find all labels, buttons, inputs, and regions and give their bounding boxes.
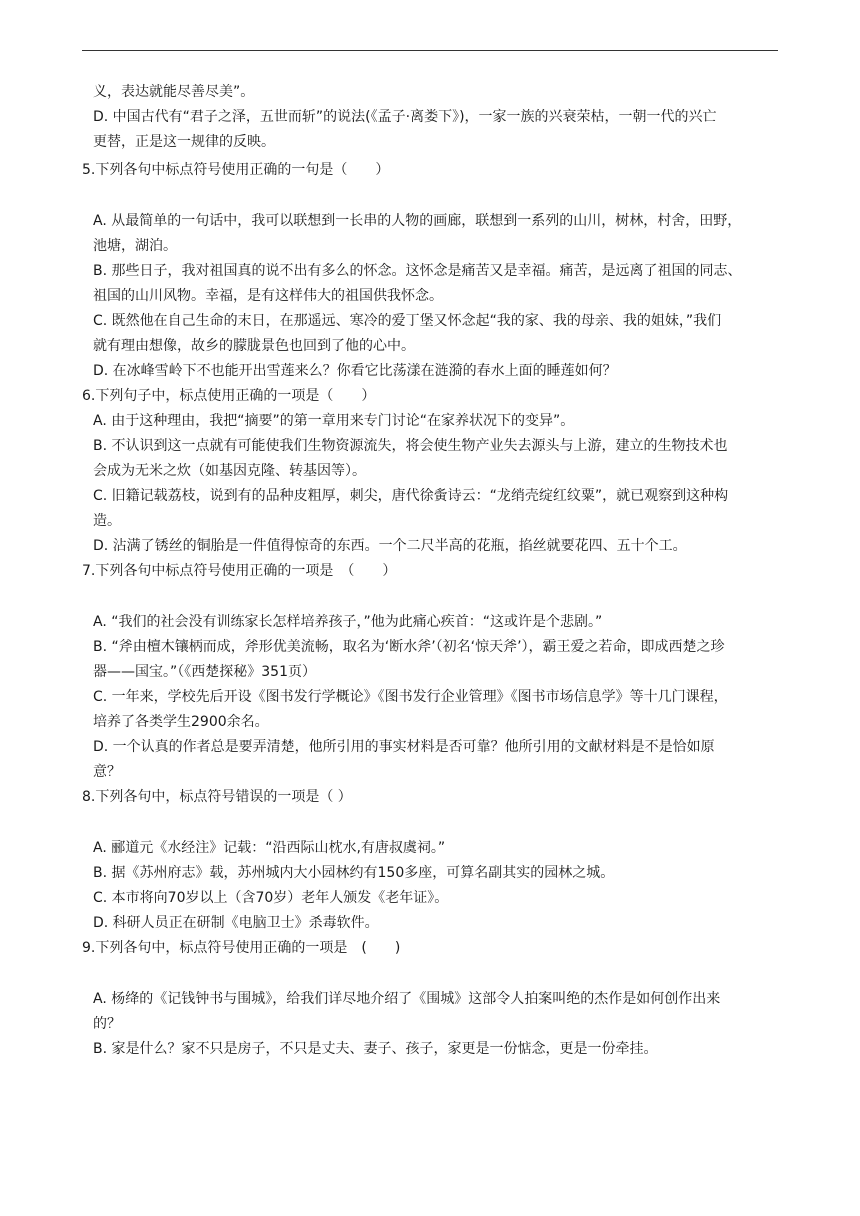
continuation-option-d-line2: 更替，正是这一规律的反映。 [93,134,275,150]
question-7-option-c: C. 一年来，学校先后开设《图书发行学概论》《图书发行企业管理》《图书市场信息学》等十几门课程， [93,689,728,705]
question-6-option-b-cont: 会成为无米之炊（如基因克隆、转基因等）。 [93,463,366,479]
question-6-option-a: A. 由于这种理由，我把“摘要”的第一章用来专门讨论“在家养状况下的变异”。 [93,413,575,429]
question-6-option-c: C. 旧籍记载荔枝，说到有的品种皮粗厚，刺尖，唐代徐夤诗云：“龙绡壳绽红纹粟”，就已观察到这种构 [93,488,729,504]
question-7-option-b: B. “斧由檀木镶柄而成，斧形优美流畅，取名为‘断水斧’（初名‘惊天斧’），霸王爱之若命，即成西楚之珍 [93,639,725,655]
question-5-option-a: A. 从最简单的一句话中，我可以联想到一长串的人物的画廊，联想到一系列的山川，树林，村舍，田野， [93,213,742,229]
question-7-option-d-cont: 意？ [93,764,121,780]
spacer [82,584,782,610]
question-8-option-b: B. 据《苏州府志》载，苏州城内大小园林约有150多座，可算名副其实的园林之城。 [93,865,615,881]
question-9-option-a: A. 杨绛的《记钱钟书与围城》，给我们详尽地介绍了《围城》这部令人拍案叫绝的杰作是如何创作出来 [93,991,721,1007]
question-9-option-b: B. 家是什么？家不只是房子，不只是丈夫、妻子、孩子，家更是一份惦念，更是一份牵挂。 [93,1041,658,1057]
question-7-option-b-cont: 器——国宝。”（《西楚探秘》351页） [93,664,316,680]
question-5-option-c: C. 既然他在自己生命的末日，在那遥远、寒冷的爱丁堡又怀念起“我的家、我的母亲、我的姐妹，”我们 [93,313,722,329]
question-5-stem: 5.下列各句中标点符号使用正确的一句是（ ） [82,162,390,178]
question-6-option-c-cont: 造。 [93,513,121,529]
question-9-stem: 9.下列各句中，标点符号使用正确的一项是 ( ) [82,940,401,956]
spacer [82,961,782,987]
continuation-line: 义，表达就能尽善尽美”。 [93,84,255,100]
question-6-stem: 6.下列句子中，标点使用正确的一项是（ ） [82,388,376,404]
question-7-option-a: A. “我们的社会没有训练家长怎样培养孩子，”他为此痛心疾首：“这或许是个悲剧。” [93,614,603,630]
continuation-option-d-line1: D. 中国古代有“君子之泽，五世而斩”的说法(《孟子·离娄下》)，一家一族的兴衰荣枯，一朝一代的兴亡 [93,109,717,125]
question-8-option-d: D. 科研人员正在研制《电脑卫士》杀毒软件。 [93,915,379,931]
header-rule [82,50,778,51]
question-9-option-a-cont: 的？ [93,1016,121,1032]
question-5-option-b: B. 那些日子，我对祖国真的说不出有多么的怀念。这怀念是痛苦又是幸福。痛苦，是远离了祖国的同志、 [93,263,742,279]
question-5-option-b-cont: 祖国的山川风物。幸福，是有这样伟大的祖国供我怀念。 [93,288,443,304]
question-5-option-a-cont: 池塘，湖泊。 [93,238,177,254]
question-8-option-a: A. 郦道元《水经注》记载：“沿西际山枕水,有唐叔虞祠。” [93,840,446,856]
question-8-stem: 8.下列各句中，标点符号错误的一项是（ ） [82,789,352,805]
question-7-stem: 7.下列各句中标点符号使用正确的一项是 （ ） [82,563,397,579]
question-7-option-d: D. 一个认真的作者总是要弄清楚，他所引用的事实材料是否可靠？他所引用的文献材料是不是恰如原 [93,739,715,755]
document-body [82,80,782,1062]
question-7-option-c-cont: 培养了各类学生2900余名。 [93,714,269,730]
question-6-option-d: D. 沾满了锈丝的铜胎是一件值得惊奇的东西。一个二尺半高的花瓶，掐丝就要花四、五十个工。 [93,538,687,554]
question-8-option-c: C. 本市将向70岁以上（含70岁）老年人颁发《老年证》。 [93,890,449,906]
question-5-option-d: D. 在冰峰雪岭下不也能开出雪莲来么？你看它比荡漾在涟漪的春水上面的睡莲如何？ [93,363,617,379]
spacer [82,810,782,836]
question-6-option-b: B. 不认识到这一点就有可能使我们生物资源流失，将会使生物产业失去源头与上游，建立的生物技术也 [93,438,728,454]
spacer [82,183,782,209]
question-5-option-c-cont: 就有理由想像，故乡的朦胧景色也回到了他的心中。 [93,338,415,354]
